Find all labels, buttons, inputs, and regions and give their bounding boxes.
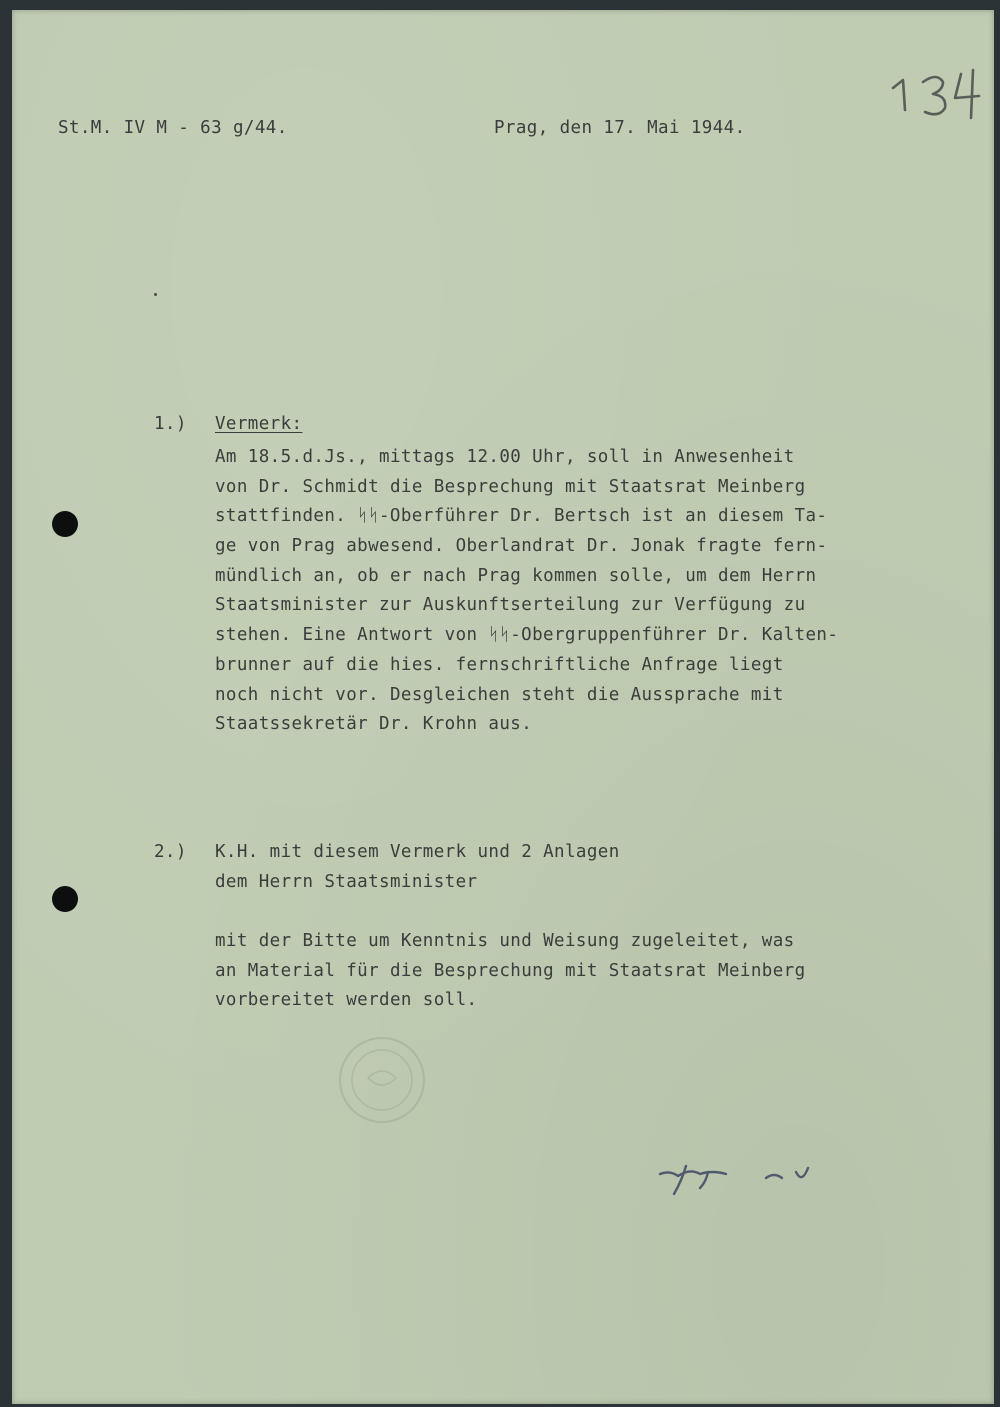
section-2-paragraph-line: vorbereitet werden soll. bbox=[215, 990, 478, 1011]
section-1-body bbox=[215, 443, 838, 740]
section-2-paragraph bbox=[215, 927, 806, 1016]
section-1-line: Staatsminister zur Auskunftserteilung zur Verfügung zu bbox=[215, 595, 806, 616]
folio-number-134 bbox=[887, 62, 997, 124]
section-1-heading: Vermerk: bbox=[215, 414, 303, 434]
punch-hole-upper bbox=[52, 511, 78, 537]
handwritten-initials bbox=[656, 1160, 826, 1202]
punch-hole-lower bbox=[52, 886, 78, 912]
faint-stamp bbox=[334, 1034, 430, 1126]
section-1-line: Staatssekretär Dr. Krohn aus. bbox=[215, 714, 533, 735]
section-2-number: 2.) bbox=[154, 842, 187, 862]
section-1-line: noch nicht vor. Desgleichen steht die Aussprache mit bbox=[215, 684, 784, 705]
section-1-number: 1.) bbox=[154, 414, 187, 434]
section-1-line: Am 18.5.d.Js., mittags 12.00 Uhr, soll in Anwesenheit bbox=[215, 447, 795, 467]
document-page bbox=[12, 10, 994, 1404]
section-1-line: mündlich an, ob er nach Prag kommen solle, um dem Herrn bbox=[215, 565, 817, 586]
section-2-paragraph-line: mit der Bitte um Kenntnis und Weisung zugeleitet, was bbox=[215, 931, 795, 951]
section-2-routing bbox=[215, 838, 620, 897]
place-date: Prag, den 17. Mai 1944. bbox=[494, 118, 746, 138]
section-1-line: von Dr. Schmidt die Besprechung mit Staatsrat Meinberg bbox=[215, 476, 806, 497]
section-1-line: brunner auf die hies. fernschriftliche Anfrage liegt bbox=[215, 654, 784, 675]
section-2-line: dem Herrn Staatsminister bbox=[215, 871, 478, 892]
paper-speck bbox=[154, 293, 157, 296]
section-1-line: stattfinden. ᛋᛋ-Oberführer Dr. Bertsch ist an diesem Ta- bbox=[215, 506, 828, 527]
section-1-line: ge von Prag abwesend. Oberlandrat Dr. Jonak fragte fern- bbox=[215, 536, 828, 557]
reference-number: St.M. IV M - 63 g/44. bbox=[58, 118, 288, 138]
section-2-line: K.H. mit diesem Vermerk und 2 Anlagen bbox=[215, 842, 620, 862]
section-1-line: stehen. Eine Antwort von ᛋᛋ-Obergruppenführer Dr. Kalten- bbox=[215, 625, 839, 646]
section-2-paragraph-line: an Material für die Besprechung mit Staatsrat Meinberg bbox=[215, 960, 806, 981]
